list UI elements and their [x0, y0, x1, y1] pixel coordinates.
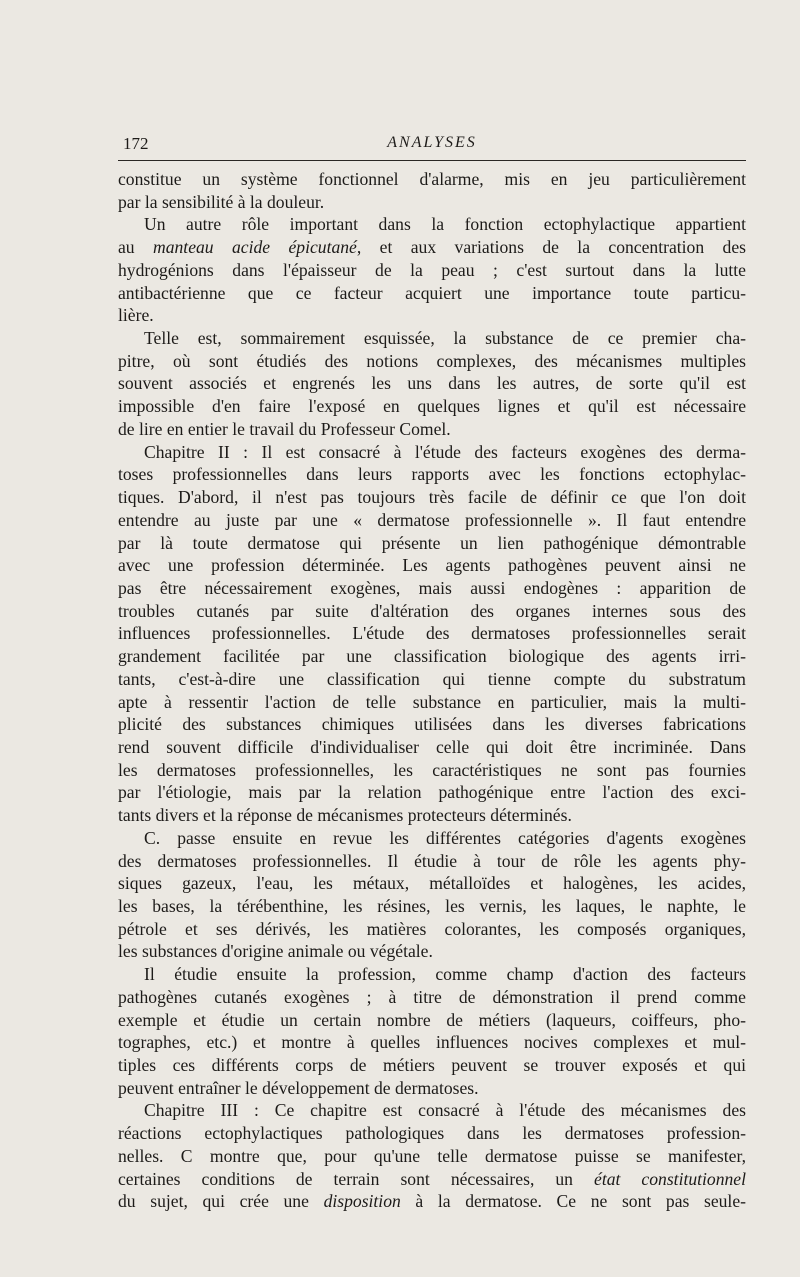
- text-line: les dermatoses professionnelles, les caractéristiques ne sont pas fournies: [118, 759, 746, 780]
- header-rule: [118, 160, 746, 161]
- text-line: Il étudie ensuite la profession, comme champ d'action des facteurs: [144, 964, 746, 985]
- text-line: tants, c'est-à-dire une classification qui tienne compte du substratum: [118, 668, 746, 689]
- text-line: antibactérienne que ce facteur acquiert une importance toute particu-: [118, 282, 746, 303]
- text-line: les substances d'origine animale ou végétale.: [118, 941, 433, 962]
- text-line: hydrogénions dans l'épaisseur de la peau ; c'est surtout dans la lutte: [118, 259, 746, 280]
- text-line: peuvent entraîner le développement de dermatoses.: [118, 1077, 479, 1098]
- text-line: du sujet, qui crée une disposition à la dermatose. Ce ne sont pas seule-: [118, 1191, 746, 1212]
- text-line: impossible d'en faire l'exposé en quelques lignes et qu'il est nécessaire: [118, 396, 746, 417]
- text-line: exemple et étudie un certain nombre de métiers (laqueurs, coiffeurs, pho-: [118, 1009, 746, 1030]
- text-line: tographes, etc.) et montre à quelles influences nocives complexes et mul-: [118, 1032, 746, 1053]
- text-line: toses professionnelles dans leurs rapports avec les fonctions ectophylac-: [118, 464, 746, 485]
- text-line: au manteau acide épicutané, et aux variations de la concentration des: [118, 237, 746, 258]
- text-line: C. passe ensuite en revue les différentes catégories d'agents exogènes: [144, 827, 746, 848]
- text-line: tants divers et la réponse de mécanismes protecteurs déterminés.: [118, 805, 572, 826]
- text-line: réactions ectophylactiques pathologiques dans les dermatoses profession-: [118, 1123, 746, 1144]
- text-line: souvent associés et engrenés les uns dans les autres, de sorte qu'il est: [118, 373, 746, 394]
- text-line: Un autre rôle important dans la fonction ectophylactique appartient: [144, 214, 746, 235]
- text-line: constitue un système fonctionnel d'alarme, mis en jeu particulièrement: [118, 169, 746, 189]
- running-head: ANALYSES: [387, 134, 477, 151]
- text-line: des dermatoses professionnelles. Il étudie à tour de rôle les agents phy-: [118, 850, 746, 871]
- body-text: [118, 168, 746, 1213]
- text-line: siques gazeux, l'eau, les métaux, métalloïdes et halogènes, les acides,: [118, 873, 746, 894]
- text-line: avec une profession déterminée. Les agents pathogènes peuvent ainsi ne: [118, 555, 746, 576]
- text-line: lière.: [118, 305, 154, 326]
- text-line: certaines conditions de terrain sont nécessaires, un état constitutionnel: [118, 1168, 747, 1189]
- page-number: 172: [123, 134, 149, 153]
- text-line: Telle est, sommairement esquissée, la substance de ce premier cha-: [144, 328, 746, 349]
- text-line: tiques. D'abord, il n'est pas toujours très facile de définir ce que l'on doit: [118, 487, 746, 508]
- text-line: pitre, où sont étudiés des notions complexes, des mécanismes multiples: [118, 350, 746, 371]
- text-line: de lire en entier le travail du Professeur Comel.: [118, 418, 451, 439]
- page-header: [118, 126, 746, 156]
- text-line: troubles cutanés par suite d'altération des organes internes sous des: [118, 600, 746, 621]
- text-line: grandement facilitée par une classification biologique des agents irri-: [118, 646, 746, 667]
- text-line: rend souvent difficile d'individualiser celle qui doit être incriminée. Dans: [118, 736, 746, 757]
- text-line: pathogènes cutanés exogènes ; à titre de démonstration il prend comme: [118, 986, 746, 1007]
- text-line: les bases, la térébenthine, les résines, les vernis, les laques, le naphte, le: [118, 896, 746, 916]
- text-line: pétrole et ses dérivés, les matières colorantes, les composés organiques,: [118, 918, 746, 939]
- text-line: apte à ressentir l'action de telle substance en particulier, mais la multi-: [118, 691, 746, 712]
- text-line: Chapitre III : Ce chapitre est consacré à l'étude des mécanismes des: [144, 1100, 746, 1121]
- text-line: Chapitre II : Il est consacré à l'étude des facteurs exogènes des derma-: [144, 441, 746, 462]
- text-line: tiples ces différents corps de métiers peuvent se trouver exposés et qui: [118, 1055, 746, 1076]
- text-line: par l'étiologie, mais par la relation pathogénique entre l'action des exci-: [118, 782, 746, 803]
- text-line: par là toute dermatose qui présente un lien pathogénique démontrable: [118, 532, 746, 553]
- text-line: nelles. C montre que, pour qu'une telle dermatose puisse se manifester,: [118, 1145, 746, 1166]
- text-line: par la sensibilité à la douleur.: [118, 191, 325, 212]
- text-line: influences professionnelles. L'étude des dermatoses professionnelles serait: [118, 623, 746, 644]
- text-line: pas être nécessairement exogènes, mais aussi endogènes : apparition de: [118, 577, 746, 598]
- text-line: entendre au juste par une « dermatose professionnelle ». Il faut entendre: [118, 509, 746, 530]
- text-line: plicité des substances chimiques utilisées dans les diverses fabrications: [118, 714, 746, 735]
